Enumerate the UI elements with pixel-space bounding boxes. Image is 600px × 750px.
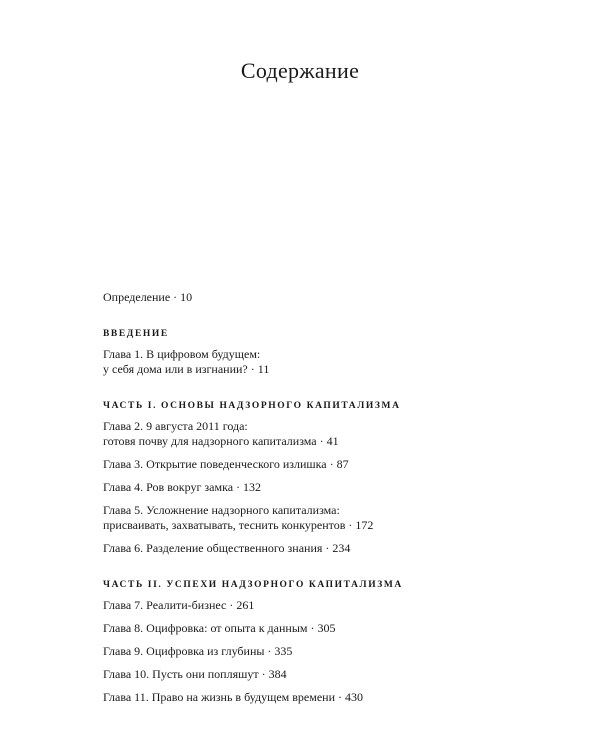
toc-entry-text: Определение · 10 <box>103 290 193 304</box>
toc-entry-chapter-3[interactable] <box>103 457 543 472</box>
toc-entry-chapter-10[interactable] <box>103 667 543 682</box>
toc-entry-text: присваивать, захватывать, теснить конкурентов · 172 <box>103 518 374 532</box>
toc-entry-text: готовя почву для надзорного капитализма · 41 <box>103 434 339 448</box>
toc-entry-chapter-2[interactable] <box>103 419 543 449</box>
toc-entry-chapter-4[interactable] <box>103 480 543 495</box>
toc-entry-chapter-6[interactable] <box>103 541 543 556</box>
section-heading-part-1: ЧАСТЬ I. ОСНОВЫ НАДЗОРНОГО КАПИТАЛИЗМА <box>103 401 401 411</box>
page-title: Содержание <box>240 58 360 83</box>
toc-entry-text: Глава 1. В цифровом будущем: <box>103 347 261 361</box>
toc-entry-text: Глава 5. Усложнение надзорного капитализма: <box>103 503 340 517</box>
toc-entry-chapter-9[interactable] <box>103 644 543 659</box>
toc-entry-chapter-1[interactable] <box>103 347 543 377</box>
toc-entry-chapter-8[interactable] <box>103 621 543 636</box>
toc-entry-text: у себя дома или в изгнании? · 11 <box>103 362 270 376</box>
section-heading-part-2: ЧАСТЬ II. УСПЕХИ НАДЗОРНОГО КАПИТАЛИЗМА <box>103 580 403 590</box>
toc-entry-chapter-5[interactable] <box>103 503 543 533</box>
toc-entry-definition[interactable] <box>103 290 543 305</box>
toc-entry-text: Глава 8. Оцифровка: от опыта к данным · 305 <box>103 621 336 635</box>
toc-entry-chapter-7[interactable] <box>103 598 543 613</box>
toc-entry-text: Глава 6. Разделение общественного знания · 234 <box>103 541 351 555</box>
section-heading-intro: ВВЕДЕНИЕ <box>103 329 169 339</box>
table-of-contents <box>103 290 543 705</box>
toc-entry-text: Глава 7. Реалити-бизнес · 261 <box>103 598 255 612</box>
toc-entry-chapter-11[interactable] <box>103 690 543 705</box>
toc-entry-text: Глава 11. Право на жизнь в будущем времени · 430 <box>103 690 363 704</box>
toc-entry-text: Глава 2. 9 августа 2011 года: <box>103 419 248 433</box>
toc-entry-text: Глава 3. Открытие поведенческого излишка · 87 <box>103 457 349 471</box>
toc-entry-text: Глава 10. Пусть они попляшут · 384 <box>103 667 287 681</box>
toc-entry-text: Глава 4. Ров вокруг замка · 132 <box>103 480 262 494</box>
toc-entry-text: Глава 9. Оцифровка из глубины · 335 <box>103 644 293 658</box>
